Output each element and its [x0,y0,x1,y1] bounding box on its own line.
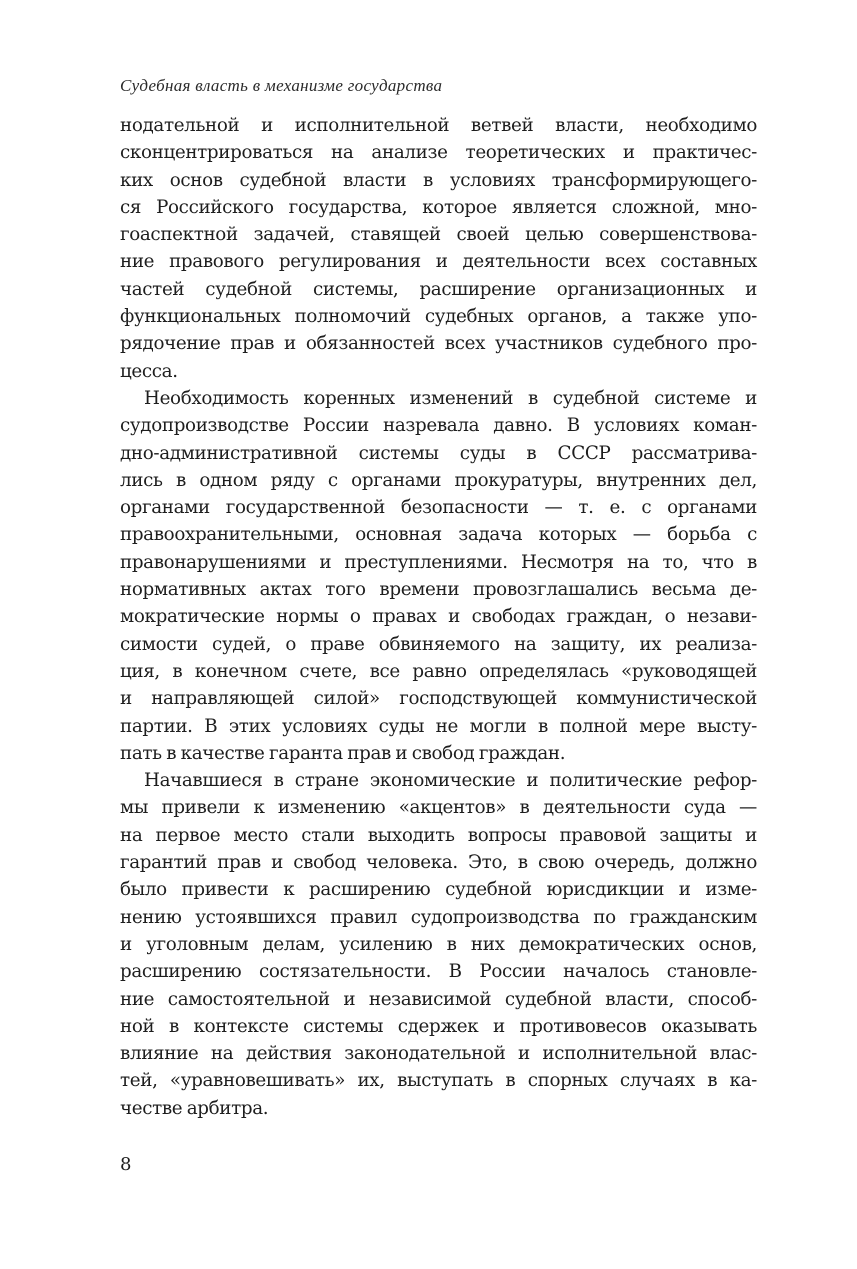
text-line: честве арбитра. [120,1097,269,1119]
text-line: ние самостоятельной и независимой судебной власти, способ- [120,988,757,1010]
text-line: ной в контексте системы сдержек и противовесов оказывать [120,1015,757,1037]
text-line: гарантий прав и свобод человека. Это, в свою очередь, должно [120,852,757,874]
text-line: ние правового регулирования и деятельности всех составных [120,251,757,273]
text-line: ция, в конечном счете, все равно определялась «руководящей [120,660,757,682]
text-line: правоохранительными, основная задача которых — борьба с [120,524,757,546]
paragraph [120,767,757,1122]
text-line: нению устоявшихся правил судопроизводства по гражданским [120,906,757,928]
text-line: нормативных актах того времени провозглашались весьма де- [120,579,757,601]
text-line: и направляющей силой» господствующей коммунистической [120,688,757,710]
text-line: симости судей, о праве обвиняемого на защиту, их реализа- [120,633,757,655]
text-line: было привести к расширению судебной юрисдикции и изме- [120,879,757,901]
text-line: на первое место стали выходить вопросы правовой защиты и [120,824,757,846]
text-line: пать в качестве гаранта прав и свобод граждан. [120,742,566,764]
text-line: цесса. [120,360,178,382]
text-line: расширению состязательности. В России началось становле- [120,961,757,983]
paragraph [120,385,757,767]
text-line: правонарушениями и преступлениями. Несмотря на то, что в [120,551,757,573]
text-line: функциональных полномочий судебных органов, а также упо- [120,306,757,328]
text-line: мы привели к изменению «акцентов» в деятельности суда — [120,797,757,819]
text-line: влияние на действия законодательной и исполнительной влас- [120,1043,757,1065]
text-line: Необходимость коренных изменений в судебной системе и [144,387,757,409]
text-line: рядочение прав и обязанностей всех участников судебного про- [120,333,757,355]
text-line: судопроизводстве России назревала давно. В условиях коман- [120,415,757,437]
text-line: гоаспектной задачей, ставящей своей целью совершенствова- [120,224,757,246]
text-line: Начавшиеся в стране экономические и политические рефор- [144,770,757,792]
text-line: нодательной и исполнительной ветвей власти, необходимо [120,115,757,136]
text-line: ких основ судебной власти в условиях трансформирующего- [120,169,757,191]
text-line: тей, «уравновешивать» их, выступать в спорных случаях в ка- [120,1070,757,1092]
text-line: органами государственной безопасности — т. е. с органами [120,497,757,519]
page-number: 8 [120,1154,132,1175]
running-header: Судебная власть в механизме государства [120,76,443,95]
text-line: дно-административной системы суды в СССР рассматрива- [120,442,757,464]
text-line: и уголовным делам, усилению в них демократических основ, [120,933,757,955]
text-line: лись в одном ряду с органами прокуратуры, внутренних дел, [120,469,757,491]
text-line: ся Российского государства, которое является сложной, мно- [120,196,757,218]
paragraph [120,112,757,385]
body-text [120,112,757,1122]
text-line: частей судебной системы, расширение организационных и [120,278,757,300]
text-line: сконцентрироваться на анализе теоретических и практичес- [120,142,757,164]
text-line: партии. В этих условиях суды не могли в полной мере высту- [120,715,757,737]
text-line: мократические нормы о правах и свободах граждан, о незави- [120,606,757,628]
